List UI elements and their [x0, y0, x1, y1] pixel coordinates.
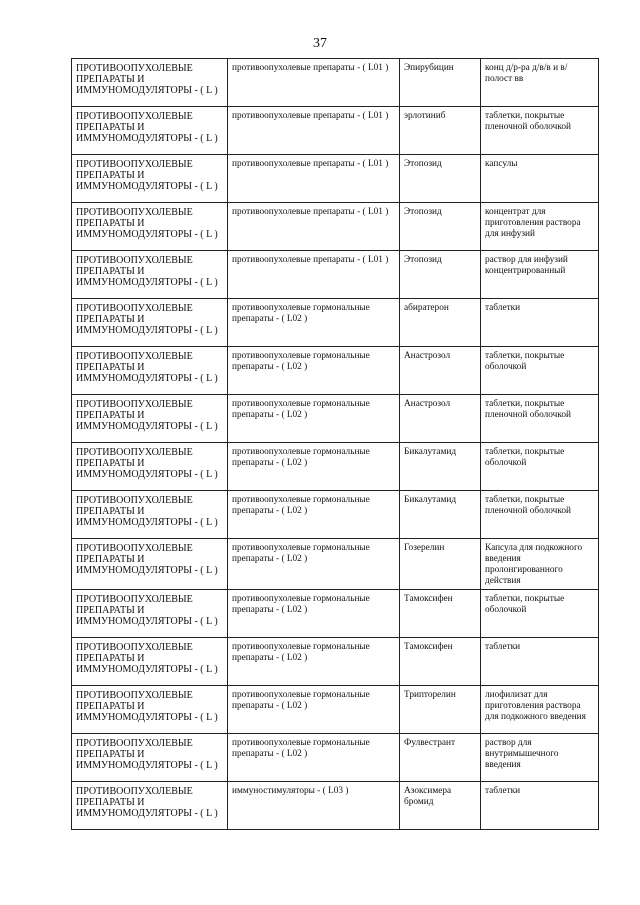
table-row	[72, 638, 599, 686]
dosage-form-cell: таблетки, покрытые оболочкой	[481, 347, 599, 395]
atc-group-cell: ПРОТИВООПУХОЛЕВЫЕ ПРЕПАРАТЫ И ИММУНОМОДУЛЯТОРЫ - ( L )	[72, 251, 228, 299]
dosage-form-cell: капсулы	[481, 155, 599, 203]
table-row	[72, 59, 599, 107]
atc-group-cell: ПРОТИВООПУХОЛЕВЫЕ ПРЕПАРАТЫ И ИММУНОМОДУЛЯТОРЫ - ( L )	[72, 395, 228, 443]
drug-name-cell: Этопозид	[400, 155, 481, 203]
dosage-form-cell: таблетки	[481, 638, 599, 686]
dosage-form-cell: таблетки, покрытые пленочной оболочкой	[481, 491, 599, 539]
atc-group-cell: ПРОТИВООПУХОЛЕВЫЕ ПРЕПАРАТЫ И ИММУНОМОДУЛЯТОРЫ - ( L )	[72, 299, 228, 347]
atc-subgroup-cell: иммуностимуляторы - ( L03 )	[228, 782, 400, 830]
dosage-form-cell: таблетки, покрытые пленочной оболочкой	[481, 395, 599, 443]
drug-name-cell: Этопозид	[400, 251, 481, 299]
drug-name-cell: Тамоксифен	[400, 590, 481, 638]
table-row	[72, 395, 599, 443]
atc-subgroup-cell: противоопухолевые гормональные препараты - ( L02 )	[228, 299, 400, 347]
atc-subgroup-cell: противоопухолевые препараты - ( L01 )	[228, 155, 400, 203]
atc-group-cell: ПРОТИВООПУХОЛЕВЫЕ ПРЕПАРАТЫ И ИММУНОМОДУЛЯТОРЫ - ( L )	[72, 782, 228, 830]
table-row	[72, 251, 599, 299]
drug-name-cell: Эпирубицин	[400, 59, 481, 107]
dosage-form-cell: таблетки, покрытые пленочной оболочкой	[481, 107, 599, 155]
drug-name-cell: Анастрозол	[400, 395, 481, 443]
atc-subgroup-cell: противоопухолевые гормональные препараты - ( L02 )	[228, 590, 400, 638]
dosage-form-cell: лиофилизат для приготовления раствора для подкожного введения	[481, 686, 599, 734]
table-row	[72, 782, 599, 830]
drug-name-cell: Бикалутамид	[400, 491, 481, 539]
drug-name-cell: Тамоксифен	[400, 638, 481, 686]
table-row	[72, 203, 599, 251]
atc-group-cell: ПРОТИВООПУХОЛЕВЫЕ ПРЕПАРАТЫ И ИММУНОМОДУЛЯТОРЫ - ( L )	[72, 590, 228, 638]
atc-subgroup-cell: противоопухолевые препараты - ( L01 )	[228, 59, 400, 107]
dosage-form-cell: раствор для внутримышечного введения	[481, 734, 599, 782]
table-row	[72, 734, 599, 782]
dosage-form-cell: концентрат для приготовления раствора для инфузий	[481, 203, 599, 251]
atc-group-cell: ПРОТИВООПУХОЛЕВЫЕ ПРЕПАРАТЫ И ИММУНОМОДУЛЯТОРЫ - ( L )	[72, 539, 228, 590]
table-row	[72, 491, 599, 539]
drug-name-cell: Трипторелин	[400, 686, 481, 734]
drug-name-cell: Гозерелин	[400, 539, 481, 590]
dosage-form-cell: раствор для инфузий концентрированный	[481, 251, 599, 299]
dosage-form-cell: таблетки	[481, 782, 599, 830]
page-number: 37	[313, 36, 327, 51]
atc-group-cell: ПРОТИВООПУХОЛЕВЫЕ ПРЕПАРАТЫ И ИММУНОМОДУЛЯТОРЫ - ( L )	[72, 107, 228, 155]
atc-subgroup-cell: противоопухолевые гормональные препараты - ( L02 )	[228, 347, 400, 395]
table-row	[72, 590, 599, 638]
table-row	[72, 155, 599, 203]
table-row	[72, 299, 599, 347]
drug-list-table	[71, 58, 599, 830]
atc-group-cell: ПРОТИВООПУХОЛЕВЫЕ ПРЕПАРАТЫ И ИММУНОМОДУЛЯТОРЫ - ( L )	[72, 686, 228, 734]
atc-subgroup-cell: противоопухолевые препараты - ( L01 )	[228, 107, 400, 155]
drug-name-cell: Бикалутамид	[400, 443, 481, 491]
atc-group-cell: ПРОТИВООПУХОЛЕВЫЕ ПРЕПАРАТЫ И ИММУНОМОДУЛЯТОРЫ - ( L )	[72, 347, 228, 395]
atc-group-cell: ПРОТИВООПУХОЛЕВЫЕ ПРЕПАРАТЫ И ИММУНОМОДУЛЯТОРЫ - ( L )	[72, 734, 228, 782]
table-row	[72, 107, 599, 155]
table-row	[72, 686, 599, 734]
table-body	[72, 59, 599, 830]
table-row	[72, 443, 599, 491]
drug-name-cell: Анастрозол	[400, 347, 481, 395]
atc-group-cell: ПРОТИВООПУХОЛЕВЫЕ ПРЕПАРАТЫ И ИММУНОМОДУЛЯТОРЫ - ( L )	[72, 443, 228, 491]
dosage-form-cell: Капсула для подкожного введения пролонгированного действия	[481, 539, 599, 590]
atc-group-cell: ПРОТИВООПУХОЛЕВЫЕ ПРЕПАРАТЫ И ИММУНОМОДУЛЯТОРЫ - ( L )	[72, 155, 228, 203]
atc-group-cell: ПРОТИВООПУХОЛЕВЫЕ ПРЕПАРАТЫ И ИММУНОМОДУЛЯТОРЫ - ( L )	[72, 203, 228, 251]
drug-name-cell: Азоксимера бромид	[400, 782, 481, 830]
atc-group-cell: ПРОТИВООПУХОЛЕВЫЕ ПРЕПАРАТЫ И ИММУНОМОДУЛЯТОРЫ - ( L )	[72, 491, 228, 539]
atc-subgroup-cell: противоопухолевые гормональные препараты - ( L02 )	[228, 443, 400, 491]
atc-subgroup-cell: противоопухолевые препараты - ( L01 )	[228, 203, 400, 251]
table-row	[72, 539, 599, 590]
atc-subgroup-cell: противоопухолевые гормональные препараты - ( L02 )	[228, 491, 400, 539]
drug-name-cell: абиратерон	[400, 299, 481, 347]
drug-name-cell: эрлотиниб	[400, 107, 481, 155]
dosage-form-cell: таблетки, покрытые оболочкой	[481, 443, 599, 491]
atc-subgroup-cell: противоопухолевые гормональные препараты - ( L02 )	[228, 734, 400, 782]
dosage-form-cell: таблетки, покрытые оболочкой	[481, 590, 599, 638]
dosage-form-cell: конц д/р-ра д/в/в и в/полост вв	[481, 59, 599, 107]
atc-subgroup-cell: противоопухолевые препараты - ( L01 )	[228, 251, 400, 299]
atc-subgroup-cell: противоопухолевые гормональные препараты - ( L02 )	[228, 395, 400, 443]
atc-group-cell: ПРОТИВООПУХОЛЕВЫЕ ПРЕПАРАТЫ И ИММУНОМОДУЛЯТОРЫ - ( L )	[72, 638, 228, 686]
drug-name-cell: Этопозид	[400, 203, 481, 251]
drug-name-cell: Фулвестрант	[400, 734, 481, 782]
table-row	[72, 347, 599, 395]
atc-subgroup-cell: противоопухолевые гормональные препараты - ( L02 )	[228, 539, 400, 590]
atc-subgroup-cell: противоопухолевые гормональные препараты - ( L02 )	[228, 638, 400, 686]
atc-group-cell: ПРОТИВООПУХОЛЕВЫЕ ПРЕПАРАТЫ И ИММУНОМОДУЛЯТОРЫ - ( L )	[72, 59, 228, 107]
dosage-form-cell: таблетки	[481, 299, 599, 347]
atc-subgroup-cell: противоопухолевые гормональные препараты - ( L02 )	[228, 686, 400, 734]
